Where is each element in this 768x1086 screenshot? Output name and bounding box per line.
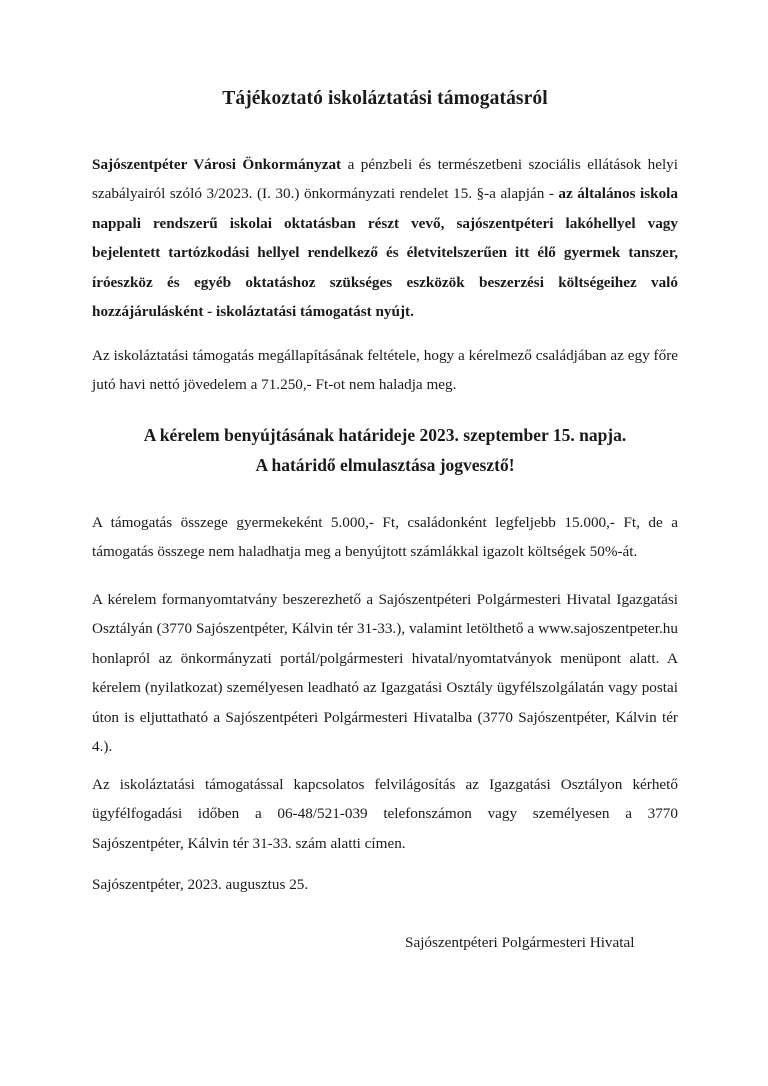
contact-paragraph: Az iskoláztatási támogatással kapcsolatos felvilágosítás az Igazgatási Osztályon kérhető ügyfélfogadási időben a 06-48/521-039 telefonszámon vagy személyesen a 3770 Sajószentpéter, Kálvin tér 31-33. szám alatti címen. bbox=[92, 776, 678, 852]
amount-paragraph: A támogatás összege gyermekeként 5.000,- Ft, családonként legfeljebb 15.000,- Ft, de a támogatás összege nem haladhatja meg a benyújtott számlákkal igazolt költségek 50%-át. bbox=[92, 514, 678, 561]
intro-text: a pénzbeli és természetbeni szociális ellátások helyi szabályairól szóló 3/2023. (I. 30.) önkormányzati rendelet 15. §-a alapján - bbox=[92, 156, 678, 203]
form-info-paragraph: A kérelem formanyomtatvány beszerezhető a Sajószentpéteri Polgármesteri Hivatal Igazgatási Osztályán (3770 Sajószentpéter, Kálvin tér 31-33.), valamint letölthető a www.sajoszentpeter.hu honlapról az önkormányzati portál/polgármesteri hivatal/nyomtatványok menüpont alatt. A kérelem (nyilatkozat) személyesen leadható az Igazgatási Osztály ügyfélszolgálatán vagy postai úton is eljuttatható a Sajószentpéteri Polgármesteri Hivatalba (3770 Sajószentpéter, Kálvin tér 4.). bbox=[92, 591, 678, 756]
signature: Sajószentpéteri Polgármesteri Hivatal bbox=[405, 934, 635, 951]
deadline-warning: A határidő elmulasztása jogvesztő! bbox=[255, 455, 515, 475]
document-title: Tájékoztató iskoláztatási támogatásról bbox=[222, 88, 548, 109]
intro-bold-lead: Sajószentpéter Városi Önkormányzat bbox=[92, 156, 342, 173]
deadline-line: A kérelem benyújtásának határideje 2023. szeptember 15. napja. bbox=[143, 425, 627, 445]
place-date: Sajószentpéter, 2023. augusztus 25. bbox=[92, 876, 309, 893]
intro-bold-main: az általános iskola nappali rendszerű iskolai oktatásban részt vevő, sajószentpéteri lakóhellyel vagy bejelentett tartózkodási hellyel rendelkező és életvitelszerűen itt élő gyermek tanszer, íróeszköz és egyéb oktatáshoz szükséges eszközök beszerzési költségeihez való hozzájárulásként - iskoláztatási támogatást nyújt. bbox=[92, 185, 678, 321]
deadline-block bbox=[92, 420, 678, 480]
intro-paragraph bbox=[92, 150, 678, 326]
condition-paragraph: Az iskoláztatási támogatás megállapításának feltétele, hogy a kérelmező családjában az egy főre jutó havi nettó jövedelem a 71.250,- Ft-ot nem haladja meg. bbox=[92, 347, 678, 394]
